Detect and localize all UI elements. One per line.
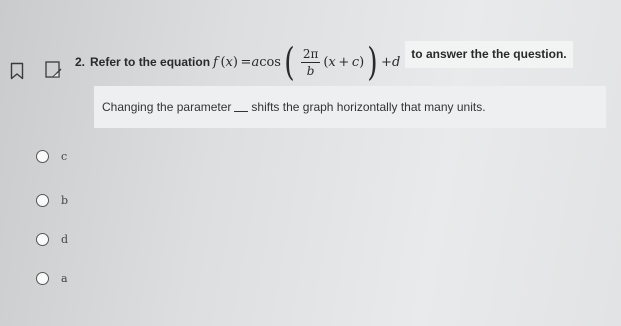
equation-big-paren-close: ) xyxy=(367,40,378,84)
equation-paren: ) xyxy=(232,54,241,70)
equation-plus: + xyxy=(381,54,392,70)
equation-inner-plus: + xyxy=(335,54,352,70)
bookmark-icon[interactable] xyxy=(10,62,24,80)
option-label: c xyxy=(61,150,68,163)
equation-offset: d xyxy=(391,54,401,70)
equation-var: x xyxy=(225,54,233,70)
radio-button[interactable] xyxy=(36,233,49,246)
option-label: a xyxy=(61,272,68,285)
option-label: d xyxy=(61,233,69,246)
equation-paren: ) xyxy=(359,54,365,70)
equation xyxy=(213,40,401,84)
equation-big-paren-open: ( xyxy=(284,40,295,84)
equation-coef: a xyxy=(251,54,260,70)
answer-option[interactable] xyxy=(36,194,68,207)
radio-button[interactable] xyxy=(36,150,49,163)
answer-option[interactable] xyxy=(36,233,68,246)
prompt-after: shifts the graph horizontally that many units. xyxy=(251,100,486,114)
fraction-denominator: b xyxy=(306,63,315,78)
equation-paren: ( xyxy=(217,54,226,70)
answer-option[interactable] xyxy=(36,272,68,285)
prompt-blank xyxy=(234,111,248,112)
question-suffix-box xyxy=(405,41,572,68)
radio-button[interactable] xyxy=(36,272,49,285)
equation-paren: ( xyxy=(323,54,329,70)
equation-func: cos xyxy=(259,54,281,70)
equation-fraction xyxy=(301,47,321,78)
equation-inner-var: x xyxy=(328,54,336,70)
question-prefix: Refer to the equation xyxy=(90,55,211,69)
question-suffix: to answer the the question. xyxy=(411,46,567,61)
equation-shift: c xyxy=(351,54,360,70)
answer-option[interactable] xyxy=(36,150,67,163)
prompt-text xyxy=(102,100,486,114)
equation-lhs: f xyxy=(213,54,218,70)
option-label: b xyxy=(61,194,69,207)
fraction-numerator: 2π xyxy=(302,46,319,61)
prompt-before: Changing the parameter xyxy=(102,100,232,114)
equation-equals: = xyxy=(240,54,252,70)
radio-button[interactable] xyxy=(36,194,49,207)
flag-icon[interactable] xyxy=(44,60,64,80)
question-number: 2. xyxy=(75,55,86,69)
